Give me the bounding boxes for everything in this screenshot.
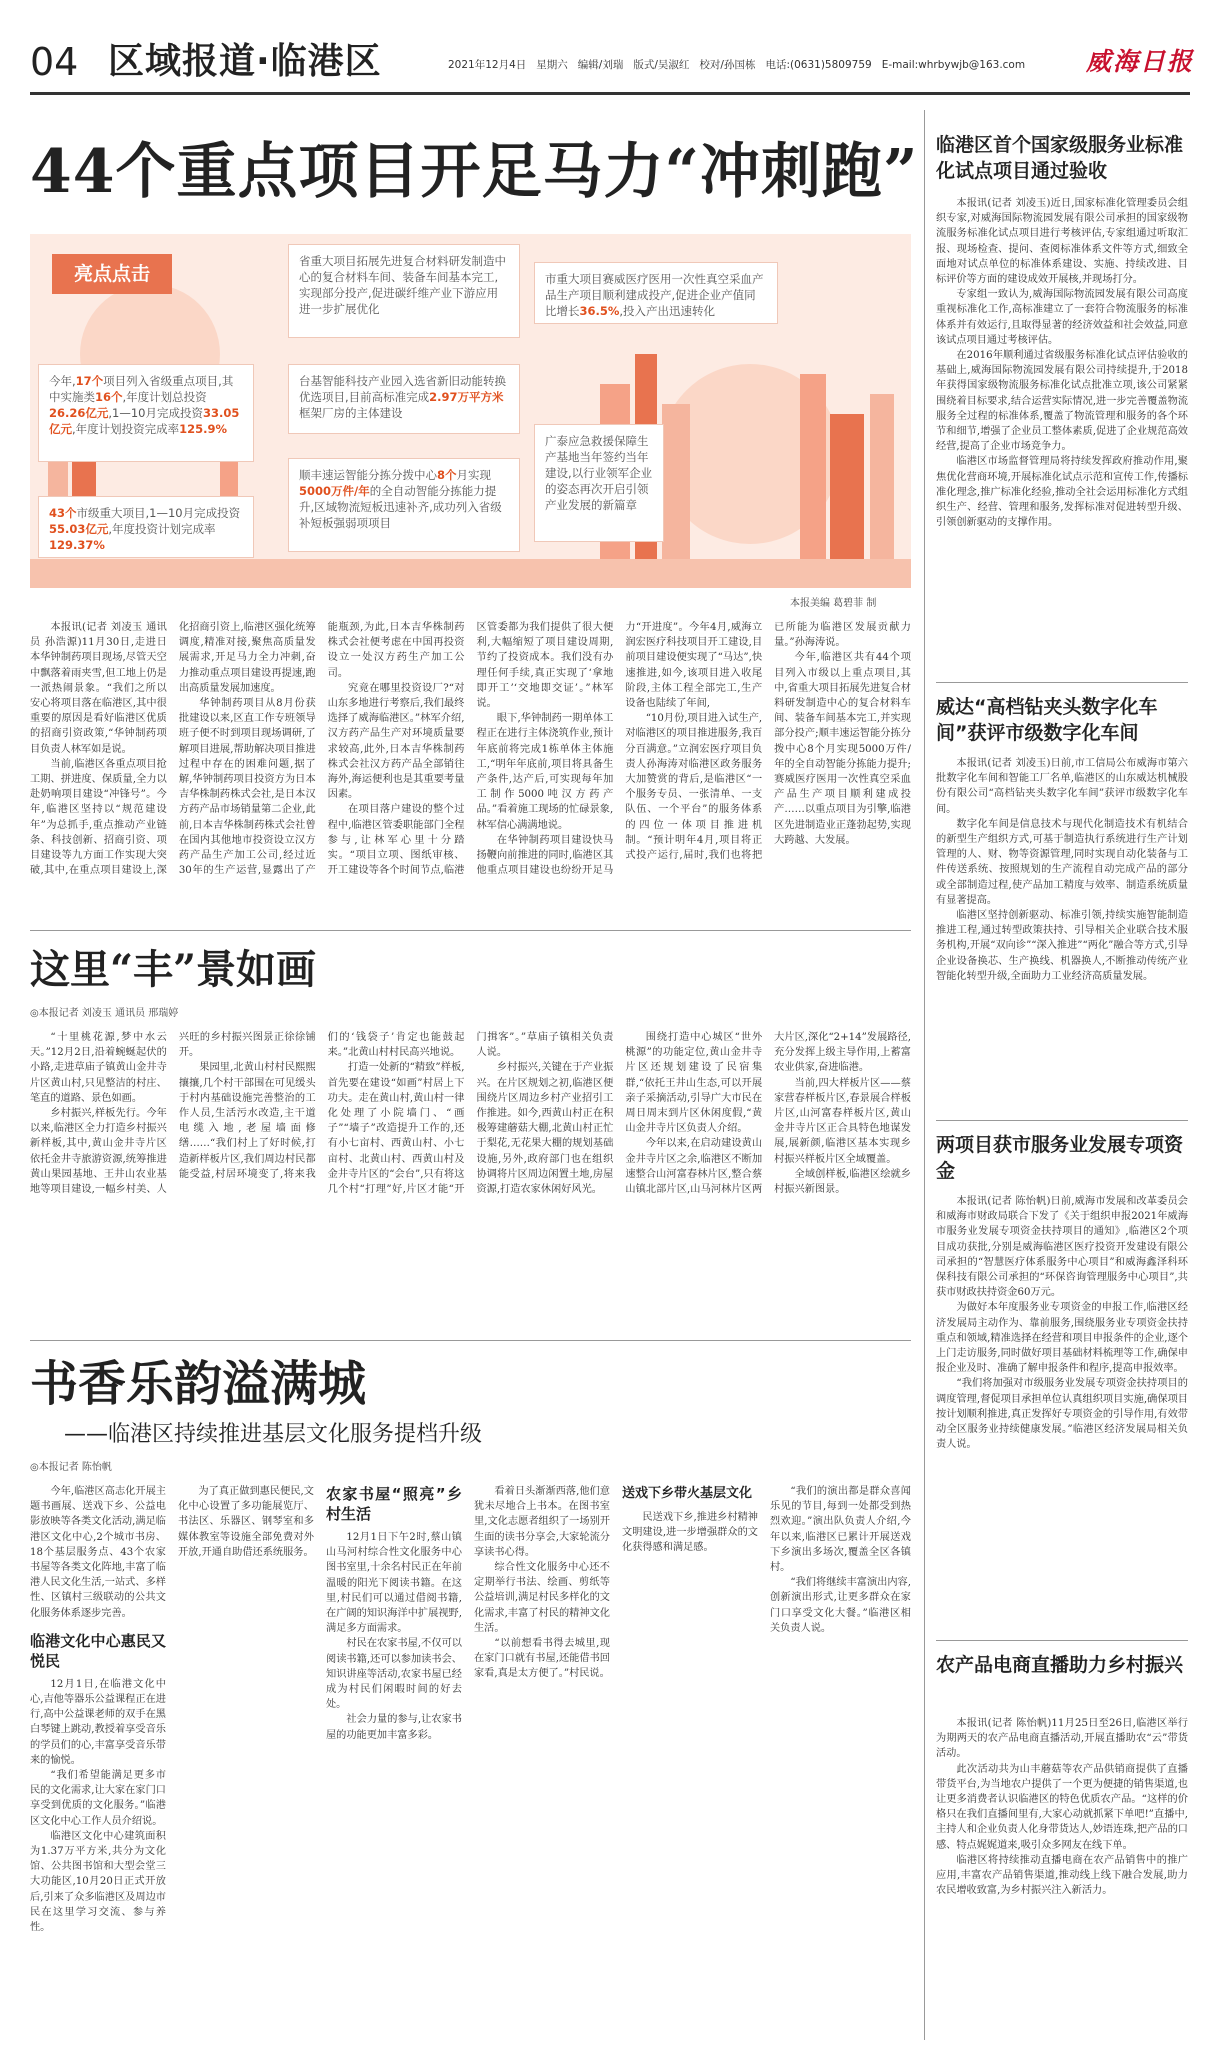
books-subhead-farm-library: 农家书屋“照亮”乡村生活 (326, 1485, 462, 1523)
email-address: E-mail:whrbywjb@163.com (881, 59, 1026, 71)
highlight-badge: 亮点点击 (52, 254, 172, 294)
section-title: 区域报道·临港区 (108, 41, 382, 82)
books-subheadline: ——临港区持续推进基层文化服务提档升级 (64, 1422, 483, 1447)
stat-card-municipal: 43个市级重大项目,1—10月完成投资55.03亿元,年度投资计划完成率129.37% (38, 496, 254, 558)
masthead-rule (30, 92, 1190, 95)
feng-byline: ◎本报记者 刘凌玉 通讯员 邢瑞婷 (30, 1008, 179, 1019)
books-subhead-culture-center: 临港文化中心惠民又悦民 (30, 1631, 166, 1670)
issue-weekday: 星期六 (536, 59, 568, 71)
side-divider-3 (936, 1640, 1188, 1641)
side-divider-2 (936, 1120, 1188, 1121)
project-card-saiwei: 市重大项目赛威医疗医用一次性真空采血产品生产项目顺利建成投产,促进企业产值同比增长36.5%,投入产出迅速转化 (534, 262, 778, 324)
project-card-taiji: 台基智能科技产业园入选省新旧动能转换优选项目,目前高标准完成2.97万平方米框架厂房的主体建设 (288, 364, 520, 434)
infographic-panel (30, 234, 911, 588)
side-headline-ecommerce: 农产品电商直播助力乡村振兴 (936, 1654, 1184, 1676)
side-headline-standardization: 临港区首个国家级服务业标准化试点项目通过验收 (936, 134, 1184, 182)
newspaper-logo: 威海日报 (1086, 47, 1195, 76)
phone-number: 电话:(0631)5809759 (765, 59, 872, 71)
issue-date: 2021年12月4日 (448, 59, 527, 71)
side-divider-1 (936, 682, 1188, 683)
lead-body: 本报讯(记者 刘凌玉 通讯员 孙浩源)11月30日,走进日本华钟制药项目现场,尽管天空中飘落着雨夹雪,但工地上仍是一派热闹景象。“我们之所以安心将项目落在临港区,其中很重要的原因是看好临港区优质的招商引资政策,“华钟制药项目负责人林军如是说。 当前,临港区各重点项目抢工期、拼进度、保质量,全力以赴奶响项目建设“冲锋号”。今年,临港区坚持以“规范建设年”为总抓手,重点推动产业链条、科技创新、招商引资、项目建设等九方面工作实现大突破,其中,在重点项目建设上,深化招商引资上,临港区强化统筹调度,精准对接,聚焦高质量发展需求,开足马力全力冲刺,奋力推动重点项目建设再提速,跑出高质量发展加速度。 华钟制药项目从8月份获批建设以来,区直工作专班领导班子便不时到项目现场调研,了解项目进展,帮助解决项目推进过程中存在的困难问题,据了解,华钟制药项目投资方为日本吉华株制药株式会社,是日本汉方药产品市场销量第二企业,此前,日本吉华株制药株式会社曾在国内其他地市投资设立汉方药产品生产加工公司,经过近30年的生产运营,显露出了产能瓶颈,为此,日本吉华株制药株式会社便考虑在中国再投资设立一处汉方药生产加工公司。 究竟在哪里投资设厂?“对山东多地进行考察后,我们最终选择了威海临港区。”林军介绍,汉方药产品生产对环境质量要求较高,此外,日本吉华株制药株式会社汉方药产品全部销往海外,海运便利也是其重要考量因素。 在项目落户建设的整个过程中,临港区管委职能部门全程参与,让林军心里十分踏实。“项目立项、图纸审核、开工建设等各个时间节点,临港区管委都为我们提供了很大便利,大幅缩短了项目建设周期,节约了投资成本。我们没有办理任何手续,真正实现了‘拿地即开工’‘交地即交证’。”林军说。 眼下,华钟制药一期单体工程正在进行主体浇筑作业,预计年底前将完成1栋单体主体施工,“明年年底前,项目将具备生产条件,达产后,可实现每年加工制作5000吨汉方药产品。”看着施工现场的忙碌景象,林军信心满满地说。 在华钟制药项目建设快马扬鞭向前推进的同时,临港区其他重点项目建设也纷纷开足马力“开进度”。今年4月,威海立润宏医疗科技项目开工建设,目前项目建设便实现了“马达”,快速推进,如今,该项目进入收尾阶段,主体工程全部完工,生产设备也陆续了年间, “10月份,项目进入试生产,对临港区的项目推进服务,我百分百满意。”立润宏医疗项目负责人孙海涛对临港区政务服务大加赞赏的背后,是临港区“一个服务专员、一张清单、一支队伍、一个平台”的服务体系的四位一体项目推进机制。“预计明年4月,项目将正式投产运行,届时,我们也将把已所能为临港区发展贡献力量。”孙海涛说。 今年,临港区共有44个项目列入市级以上重点项目,其中,省重大项目拓展先进复合材料研发制造中心的复合材料车间、装备车间基本完工,并实现部分投产;顺丰速运智能分拣分拨中心8个月实现5000万件/年的全自动智能分拣能力提升;赛威医疗医用一次性真空采血产品生产项目顺利建成投产……以重点项目为引擎,临港区先进制造业正蓬勃起势,实现大跨越、大发展。 (30, 622, 911, 877)
books-col-3: 农家书屋“照亮”乡村生活 12月1日下午2时,蔡山镇山马河村综合性文化服务中心图书室里,十余名村民正在年前温暖的阳光下阅读书籍。在这里,村民们可以通过借阅书籍,在广阔的知识海洋中扩展视野,满足多方面需求。 村民在农家书屋,不仅可以阅读书籍,还可以参加读书会、知识讲座等活动,农家书屋已经成为村民们闲暇时间的好去处。 社会力量的参与,让农家书屋的功能更加丰富多彩。 (326, 1485, 462, 1741)
section-divider-2 (30, 1340, 911, 1341)
books-subhead-opera: 送戏下乡带火基层文化 (622, 1486, 753, 1501)
masthead-meta (448, 57, 1025, 72)
editor-credit: 编辑/刘瑞 (577, 59, 624, 71)
project-card-guangtai: 广泰应急救援保障生产基地当年签约当年建设,以行业领军企业的姿态再次开启引领产业发展的新篇章 (534, 424, 664, 542)
stat-card-provincial: 今年,17个项目列入省级重点项目,其中实施类16个,年度计划总投资26.26亿元,1—10月完成投资33.05亿元,年度计划投资完成率125.9% (38, 364, 254, 462)
side-body-standardization: 本报讯(记者 刘凌玉)近日,国家标准化管理委员会组织专家,对威海国际物流园发展有限公司承担的国家级物流服务标准化试点项目进行考核评估,专家组通过听取汇报、现场检查、提问、查阅标准体系文件等方式,细致全面地对试点单位的标准体系建设、实施、持续改进、目标评价等方面的建设成效开展核,并现场打分。 专家组一致认为,威海国际物流园发展有限公司高度重视标准化工作,高标准建立了一套符合物流服务的标准体系并有效运行,且取得显著的经济效益和社会效益,同意该试点项目通过考核评估。 在2016年顺利通过省级服务标准化试点评估验收的基础上,威海国际物流园发展有限公司持续提升,于2018年获得国家级物流服务标准化试点批准立项,该公司紧紧围绕着目标要求,结合运营实际情况,进一步完善覆盖物流服务全过程的标准体系,覆盖了物流管理和服务的各个环节和细节,增强了企业员工整体素质,促进了企业规范高效经营,提高了企业市场竞争力。 临港区市场监督管理局将持续发挥政府推动作用,聚焦优化营商环境,开展标准化试点示范和宣传工作,传播标准化理念,推广标准化经验,推动全社会运用标准化方式组织生产、经营、管理和服务,发挥标准对促进转型升级、引领创新驱动的支撑作用。 (936, 198, 1188, 529)
proof-credit: 校对/孙国栋 (699, 59, 756, 71)
side-headline-weida: 威达“高档钻夹头数字化车间”获评市级数字化车间 (936, 696, 1158, 744)
page-number: 04 (30, 40, 79, 84)
layout-credit: 版式/吴淑红 (633, 59, 690, 71)
books-col-5: 送戏下乡带火基层文化 民送戏下乡,推进乡村精神文明建设,进一步增强群众的文化获得感和满足感。 (622, 1486, 758, 1554)
infographic-credit: 本报美编 葛碧菲 制 (790, 598, 877, 609)
books-col-4: 看着日头渐渐西落,他们意犹未尽地合上书本。在图书室里,文化志愿者组织了一场别开生面的读书分享会,大家轮流分享读书心得。 综合性文化服务中心还不定期举行书法、绘画、剪纸等公益培训,满足村民多样化的文化需求,丰富了村民的精神文化生活。 “以前想看书得去城里,现在家门口就有书屋,还能借书回家看,真是太方便了。”村民说。 (474, 1486, 610, 1680)
books-col-1: 今年,临港区高志化开展主题书画展、送戏下乡、公益电影放映等各类文化活动,满足临港区文化中心,2个城市书房、18个基层服务点、43个农家书屋等各类文化阵地,丰富了临港人民文化生活,一站式、多样性、区镇村三级联动的公共文化服务体系逐步完善。 临港文化中心惠民又悦民 12月1日,在临港文化中心,吉他等器乐公益课程正在进行,高中公益课老师的双手在黑白琴键上跳动,教授着享受音乐的学员们的心,丰富享受音乐带来的愉悦。 “我们希望能满足更多市民的文化需求,让大家在家门口享受到优质的文化服务。”临港区文化中心工作人员介绍说。 临港区文化中心建筑面积为1.37万平方米,共分为文化馆、公共图书馆和大型会堂三大功能区,10月20日正式开放后,引来了众多临港区及周边市民在这里学习交流、参与养性。 (30, 1486, 166, 1934)
feng-headline: 这里“丰”景如画 (30, 946, 317, 993)
sidebar-divider (924, 110, 925, 2040)
side-body-funding: 本报讯(记者 陈怡帆)日前,威海市发展和改革委员会和威海市财政局联合下发了《关于组织申报2021年威海市服务业发展专项资金扶持项目的通知》,临港区2个项目成功获批,分别是威海临港区医疗投资开发建设有限公司承担的“智慧医疗体系服务中心项目”和威海鑫泽科环保科技有限公司承担的“环保咨询管理服务中心项目”,共获市财政扶持资金60万元。 为做好本年度服务业专项资金的申报工作,临港区经济发展局主动作为、靠前服务,围绕服务业专项资金扶持重点和领域,精准选择在经营和项目申报条件的企业,逐个上门走访服务,同时做好项目基础材料梳理等工作,确保申报企业及时、准确了解申报条件和程序,提高申报效率。 “我们将加强对市级服务业发展专项资金扶持项目的调度管理,督促项目承担单位认真组织项目实施,确保项目按计划顺利推进,真正发挥好专项资金的引导作用,有效带动全区服务业持续健康发展。”临港区经济发展局相关负责人说。 (936, 1196, 1188, 1451)
lead-headline: 44个重点项目开足马力“冲刺跑” (30, 137, 919, 207)
project-card-composite: 省重大项目拓展先进复合材料研发制造中心的复合材料车间、装备车间基本完工,实现部分投产,促进碳纤维产业下游应用进一步扩展优化 (288, 244, 520, 338)
books-headline: 书香乐韵溢满城 (30, 1356, 367, 1412)
side-body-ecommerce: 本报讯(记者 陈怡帆)11月25日至26日,临港区举行为期两天的农产品电商直播活动,开展直播助农“云”带货活动。 此次活动共为山丰蘑菇等农产品供销商提供了直播带货平台,为当地农户提供了一个更为便捷的销售渠道,也让更多消费者认识临港区的特色优质农产品。“这样的价格只在我们直播间里有,大家心动就抓紧下单吧!”直播中,主持人和企业负责人化身带货达人,妙语连珠,把产品的口感、特点娓娓道来,吸引众多网友在线下单。 临港区将持续推动直播电商在农产品销售中的推广应用,丰富农产品销售渠道,推动线上线下融合发展,助力农民增收致富,为乡村振兴注入新活力。 (936, 1718, 1188, 1897)
side-body-weida: 本报讯(记者 刘凌玉)日前,市工信局公布威海市第六批数字化车间和智能工厂名单,临港区的山东威达机械股份有限公司“高档钻夹头数字化车间”获评市级数字化车间。 数字化车间是信息技术与现代化制造技术有机结合的新型生产组织方式,可基于制造执行系统进行生产计划管理的人、财、物等资源管理,同时实现自动化装备与工件传送系统、按照规划的生产流程自动完成产品的部分或全部制造过程,使产品加工精度与效率、制造系统质量有显著提高。 临港区坚持创新驱动、标准引领,持续实施智能制造推进工程,通过转型政策扶持、引导相关企业联合技术服务机构,开展“双向诊”“深入推进”“两化”融合等方式,引导企业设备换芯、生产换线、机器换人,不断推动传统产业智能化转型升级,全面助力工业经济高质量发展。 (936, 758, 1188, 982)
books-col-6: “我们的演出都是群众喜闻乐见的节目,每到一处都受到热烈欢迎。”演出队负责人介绍,今年以来,临港区已累计开展送戏下乡演出多场次,覆盖全区各镇村。 “我们将继续丰富演出内容,创新演出形式,让更多群众在家门口享受文化大餐。”临港区相关负责人说。 (770, 1486, 911, 1634)
books-col-2: 为了真正做到惠民便民,文化中心设置了多功能展览厅、书法区、乐器区、钢琴室和多媒体教室等设施全部免费对外开放,开通自助借还系统服务。 (178, 1486, 314, 1558)
project-card-sf: 顺丰速运智能分拣分拨中心8个月实现5000万件/年的全自动智能分拣能力提升,区域物流短板迅速补齐,成功列入省级补短板强弱项项目 (288, 458, 520, 552)
feng-body: “十里桃花源,梦中水云天。”12月2日,沿着蜿蜒起伏的小路,走进草庙子镇黄山金井寺片区黄山村,只见整洁的村庄、笔直的道路、景色如画。 乡村振兴,样板先行。今年以来,临港区全力打造乡村振兴新样板,其中,黄山金井寺片区依托金井寺旅游资源,统筹推进黄山果园基地、王井山农业基地等项目建设,一幅乡村美、人兴旺的乡村振兴图景正徐徐铺开。 果园里,北黄山村村民熙熙攘攘,几个村干部围在可见缓头于村内基础设施完善整治的工作人员,生活污水改造,主干道电缆入地,老屋墙面修缮……“我们村上了好时候,打造新样板片区,我们周边村民都能受益,村居环境变了,将来我们的‘钱袋子’肯定也能鼓起来。”北黄山村村民高兴地说。 打造一处新的“精致”样板,首先要在建设“如画”村居上下功夫。走在黄山村,黄山村一律化处理了小院墙门、“画子”“墙子”改造提升工作的,还有小七亩村、西黄山村、小七亩村、北黄山村、西黄山村及金井寺片区的“会台”,只有将这几个村“打理”好,片区才能“开门揖客”。”草庙子镇相关负责人说。 乡村振兴,关键在于产业振兴。在片区规划之初,临港区便围绕片区周边乡村产业招引工作推进。如今,西黄山村正在积极筹建蘑菇大棚,北黄山村正忙于梨花,无花果大棚的规划基础设施,另外,政府部门也在组织协调将片区周边闲置土地,房屋资源,打造农家休闲好风光。 围绕打造中心城区“世外桃源”的功能定位,黄山金井寺片区还规划建设了民宿集群,“依托王井山生态,可以开展亲子采摘活动,引导广大市民在周日周末到片区休闲度假,“黄山金井寺片区负责人介绍。 今年以来,在启动建设黄山金井寺片区之余,临港区不断加速整合山河富春林片区,整合蔡山镇北部片区,山马河林片区两大片区,深化“2+14”发展路径,充分发挥上级主导作用,上蓄富农业供家,奋进临港。 当前,四大样板片区——蔡家营春样板片区,春景展合样板片区,山河富春样板片区,黄山金井寺片区正合具特色地谋发展,展新颜,临港区基本实现乡村振兴样板片区全域覆盖。 全域创样板,临港区绘就乡村振兴新图景。 (30, 1032, 911, 1196)
section-divider-1 (30, 930, 911, 931)
books-byline: ◎本报记者 陈怡帆 (30, 1462, 112, 1473)
side-headline-funding: 两项目获市服务业发展专项资金 (936, 1134, 1184, 1182)
